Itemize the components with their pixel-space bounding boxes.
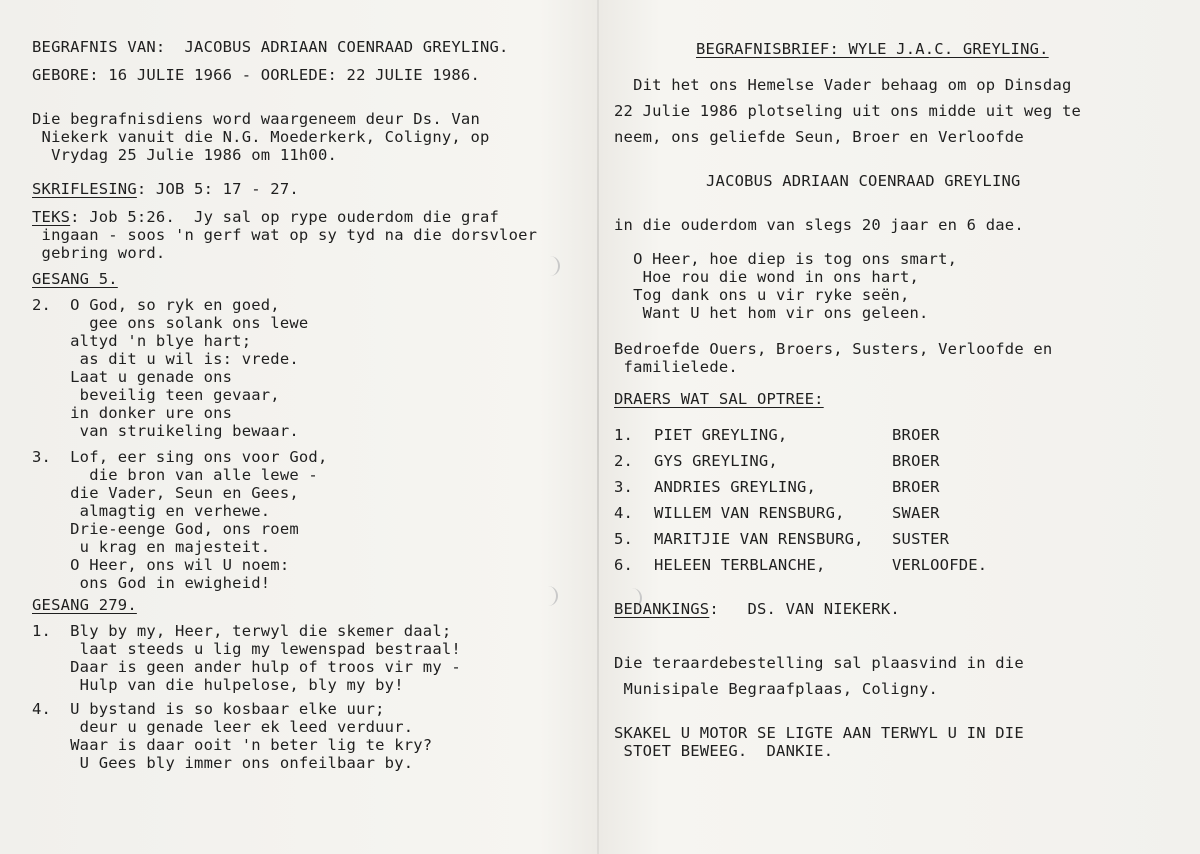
- verse-line: deur u genade leer ek leed verduur.: [32, 718, 414, 736]
- poem-line: Want U het hom vir ons geleen.: [614, 304, 929, 322]
- list-item: [614, 452, 940, 470]
- funeral-letter-title: BEGRAFNISBRIEF: WYLE J.A.C. GREYLING.: [696, 40, 1049, 58]
- thanks-label: BEDANKINGS: [614, 600, 710, 618]
- list-item: [614, 426, 940, 444]
- verse-line: O Heer, ons wil U noem:: [32, 556, 290, 574]
- verse-line: die bron van alle lewe -: [32, 466, 318, 484]
- bearer-number: 1.: [614, 426, 634, 444]
- verse-line: laat steeds u lig my lewenspad bestraal!: [32, 640, 461, 658]
- verse-line: 1. Bly by my, Heer, terwyl die skemer daal;: [32, 622, 452, 640]
- bearer-number: 2.: [614, 452, 634, 470]
- bearer-number: 6.: [614, 556, 634, 574]
- poem-line: Tog dank ons u vir ryke seën,: [614, 286, 910, 304]
- verse-line: in donker ure ons: [32, 404, 233, 422]
- bearer-relation: BROER: [892, 452, 940, 470]
- acknowledgements: [614, 600, 900, 618]
- bearer-name: HELEEN TERBLANCHE,: [654, 556, 826, 574]
- bearer-number: 4.: [614, 504, 634, 522]
- age-line: in die ouderdom van slegs 20 jaar en 6 dae.: [614, 216, 1024, 234]
- birth-death-dates: GEBORE: 16 JULIE 1966 - OORLEDE: 22 JULIE 1986.: [32, 66, 480, 84]
- verse-line: altyd 'n blye hart;: [32, 332, 252, 350]
- scripture-label: SKRIFLESING: [32, 180, 137, 198]
- punch-mark: [546, 586, 558, 606]
- verse-line: Daar is geen ander hulp of troos vir my -: [32, 658, 461, 676]
- verse-line: Hulp van die hulpelose, bly my by!: [32, 676, 404, 694]
- hymn-title: GESANG 279.: [32, 596, 137, 614]
- deceased-name: JACOBUS ADRIAAN COENRAAD GREYLING: [706, 172, 1021, 190]
- bearer-name: MARITJIE VAN RENSBURG,: [654, 530, 864, 548]
- verse-line: as dit u wil is: vrede.: [32, 350, 299, 368]
- verse-line: U Gees bly immer ons onfeilbaar by.: [32, 754, 414, 772]
- funeral-of-heading: BEGRAFNIS VAN: JACOBUS ADRIAAN COENRAAD GREYLING.: [32, 38, 509, 56]
- service-line: Niekerk vanuit die N.G. Moederkerk, Coligny, op: [32, 128, 490, 146]
- bearer-name: WILLEM VAN RENSBURG,: [654, 504, 845, 522]
- sermon-text-line: ingaan - soos 'n gerf wat op sy tyd na die dorsvloer: [32, 226, 538, 244]
- poem-line: Hoe rou die wond in ons hart,: [614, 268, 920, 286]
- verse-line: gee ons solank ons lewe: [32, 314, 309, 332]
- mourners-line: familielede.: [614, 358, 738, 376]
- bearer-name: PIET GREYLING,: [654, 426, 788, 444]
- thanks-text: : DS. VAN NIEKERK.: [709, 600, 900, 618]
- verse-line: 3. Lof, eer sing ons voor God,: [32, 448, 328, 466]
- list-item: [614, 530, 949, 548]
- scripture-text: : JOB 5: 17 - 27.: [136, 180, 299, 198]
- burial-line: Munisipale Begraafplaas, Coligny.: [614, 680, 939, 698]
- announcement-line: neem, ons geliefde Seun, Broer en Verloofde: [614, 128, 1024, 146]
- bearer-number: 5.: [614, 530, 634, 548]
- verse-line: almagtig en verhewe.: [32, 502, 271, 520]
- bearer-relation: SWAER: [892, 504, 940, 522]
- bearer-number: 3.: [614, 478, 634, 496]
- verse-line: Waar is daar ooit 'n beter lig te kry?: [32, 736, 433, 754]
- bearers-title: DRAERS WAT SAL OPTREE:: [614, 390, 824, 408]
- verse-line: ons God in ewigheid!: [32, 574, 271, 592]
- burial-line: Die teraardebestelling sal plaasvind in die: [614, 654, 1024, 672]
- punch-mark: [548, 256, 560, 276]
- service-line: Vrydag 25 Julie 1986 om 11h00.: [32, 146, 338, 164]
- closing-line: SKAKEL U MOTOR SE LIGTE AAN TERWYL U IN DIE: [614, 724, 1024, 742]
- list-item: [614, 556, 987, 574]
- list-item: [614, 504, 940, 522]
- list-item: [614, 478, 940, 496]
- poem-line: O Heer, hoe diep is tog ons smart,: [614, 250, 958, 268]
- bearer-relation: SUSTER: [892, 530, 950, 548]
- mourners-line: Bedroefde Ouers, Broers, Susters, Verloofde en: [614, 340, 1053, 358]
- verse-line: u krag en majesteit.: [32, 538, 271, 556]
- sermon-text-line: [32, 208, 499, 226]
- verse-line: Laat u genade ons: [32, 368, 233, 386]
- text-value: : Job 5:26. Jy sal op rype ouderdom die graf: [70, 208, 500, 226]
- bearer-name: ANDRIES GREYLING,: [654, 478, 817, 496]
- service-line: Die begrafnisdiens word waargeneem deur Ds. Van: [32, 110, 480, 128]
- closing-line: STOET BEWEEG. DANKIE.: [614, 742, 834, 760]
- scripture-reading: [32, 180, 299, 198]
- verse-line: Drie-eenge God, ons roem: [32, 520, 299, 538]
- page-fold: [597, 0, 599, 854]
- bearer-relation: BROER: [892, 478, 940, 496]
- verse-line: beveilig teen gevaar,: [32, 386, 280, 404]
- hymn-title: GESANG 5.: [32, 270, 118, 288]
- verse-line: 4. U bystand is so kosbaar elke uur;: [32, 700, 385, 718]
- verse-line: 2. O God, so ryk en goed,: [32, 296, 280, 314]
- sermon-text-line: gebring word.: [32, 244, 166, 262]
- announcement-line: Dit het ons Hemelse Vader behaag om op Dinsdag: [614, 76, 1072, 94]
- verse-line: die Vader, Seun en Gees,: [32, 484, 299, 502]
- bearer-name: GYS GREYLING,: [654, 452, 778, 470]
- text-label: TEKS: [32, 208, 71, 226]
- bearer-relation: VERLOOFDE.: [892, 556, 988, 574]
- announcement-line: 22 Julie 1986 plotseling uit ons midde uit weg te: [614, 102, 1082, 120]
- bearer-relation: BROER: [892, 426, 940, 444]
- verse-line: van struikeling bewaar.: [32, 422, 299, 440]
